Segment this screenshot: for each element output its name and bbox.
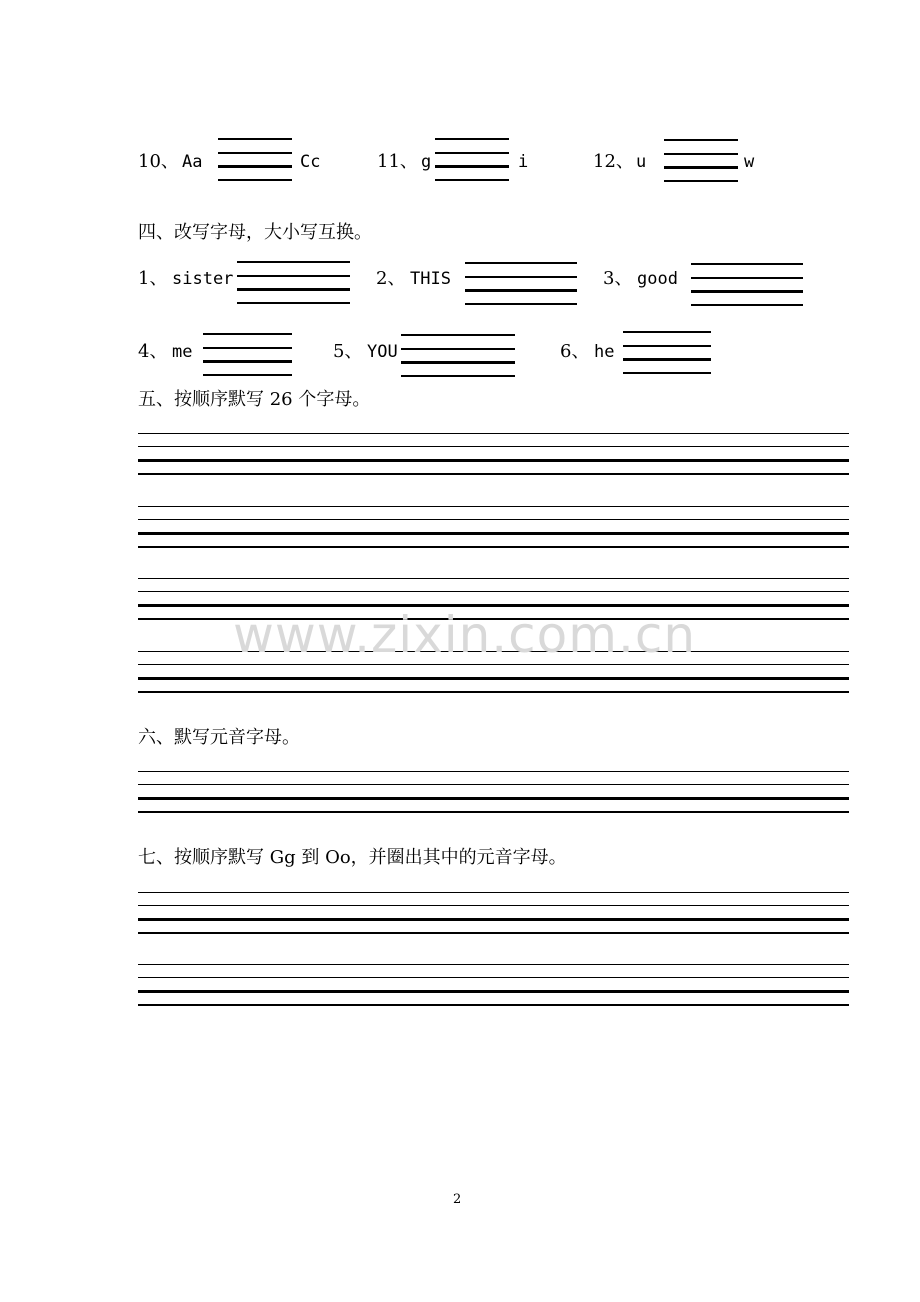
letter-after: i — [518, 152, 529, 172]
letter-before: u — [636, 152, 647, 172]
item-number: 2、 — [376, 268, 406, 289]
writing-grid[interactable] — [664, 139, 738, 183]
item-word: YOU — [367, 342, 398, 362]
item-number: 12、 — [593, 151, 634, 172]
item-number: 11、 — [377, 151, 418, 172]
writing-grid[interactable] — [218, 138, 292, 182]
item-word: THIS — [410, 269, 451, 289]
writing-row[interactable] — [138, 892, 849, 936]
section-7-heading: 七、按顺序默写 Gg 到 Oo，并圈出其中的元音字母。 — [138, 847, 567, 868]
writing-grid[interactable] — [203, 333, 292, 377]
letter-after: w — [744, 152, 755, 172]
section-4-heading: 四、改写字母，大小写互换。 — [138, 222, 372, 243]
writing-grid[interactable] — [401, 334, 515, 378]
writing-row[interactable] — [138, 964, 849, 1008]
writing-row[interactable] — [138, 506, 849, 550]
page-number: 2 — [453, 1192, 462, 1207]
item-number: 6、 — [560, 341, 590, 362]
item-number: 10、 — [138, 151, 179, 172]
item-number: 3、 — [603, 268, 633, 289]
item-word: good — [637, 269, 678, 289]
item-number: 1、 — [138, 268, 168, 289]
writing-grid[interactable] — [465, 262, 577, 306]
writing-row[interactable] — [138, 771, 849, 815]
section-6-heading: 六、默写元音字母。 — [138, 727, 300, 748]
letter-before: g — [421, 152, 432, 172]
writing-grid[interactable] — [623, 331, 711, 375]
item-number: 4、 — [138, 341, 168, 362]
item-number: 5、 — [333, 341, 363, 362]
letter-after: Cc — [300, 152, 321, 172]
item-word: me — [172, 342, 193, 362]
item-word: he — [594, 342, 615, 362]
writing-grid[interactable] — [237, 261, 350, 305]
watermark: www.zixin.com.cn — [233, 606, 697, 664]
item-word: sister — [172, 269, 234, 289]
section-5-heading: 五、按顺序默写 26 个字母。 — [138, 389, 371, 410]
writing-grid[interactable] — [435, 138, 509, 182]
writing-row[interactable] — [138, 433, 849, 477]
writing-grid[interactable] — [691, 263, 803, 307]
letter-before: Aa — [182, 152, 203, 172]
